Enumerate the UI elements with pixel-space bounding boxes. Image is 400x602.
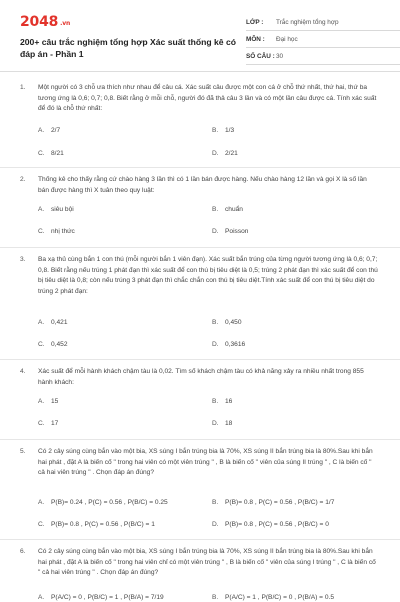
question-6 bbox=[0, 540, 400, 602]
option-b[interactable] bbox=[212, 206, 243, 213]
option-b[interactable] bbox=[212, 127, 234, 134]
option-text: siêu bội bbox=[51, 206, 74, 213]
meta-label: LỚP : bbox=[246, 18, 264, 26]
question-3 bbox=[0, 248, 400, 360]
question-number: 5. bbox=[20, 448, 26, 455]
question-text: Có 2 cây súng cùng bắn vào một bia, XS súng I bắn trúng bia là 70%, XS súng II bắn trúng bia là 80%.Sau khi bắn hai phát , đặt A là biến cố " trong hai viên chỉ có một viên trúng " , B là biến cố " viên của súng I trúng " , C là biến cố " cả hai viên trúng " . Chọn đáp án đúng? bbox=[38, 548, 376, 576]
question-text: Một người có 3 chỗ ưa thích như nhau để câu cá. Xác suất câu được một con cá ở chỗ thứ nhất, thứ hai, thứ ba tương ứng là 0,6; 0,7; 0,8. Biết rằng ở mỗi chỗ, người đó đã thả câu 3 lần và có một lần câu được cá. Tính xác suất để đó là chỗ thứ nhất: bbox=[38, 84, 377, 112]
option-text: 0,421 bbox=[51, 319, 68, 326]
option-text: 2/21 bbox=[225, 150, 238, 157]
option-b[interactable] bbox=[212, 499, 334, 506]
option-d[interactable] bbox=[212, 341, 245, 348]
option-letter: D. bbox=[212, 150, 219, 157]
option-letter: B. bbox=[212, 206, 219, 213]
question-number: 4. bbox=[20, 368, 26, 375]
option-text: Poisson bbox=[225, 228, 249, 235]
option-letter: C. bbox=[38, 150, 45, 157]
option-a[interactable] bbox=[38, 127, 60, 134]
option-letter: C. bbox=[38, 228, 45, 235]
option-text: 0,452 bbox=[51, 341, 68, 348]
option-b[interactable] bbox=[212, 398, 232, 405]
option-a[interactable] bbox=[38, 206, 74, 213]
option-letter: A. bbox=[38, 499, 45, 506]
option-text: 16 bbox=[225, 398, 233, 405]
option-text: 17 bbox=[51, 420, 59, 427]
logo-suffix: .vn bbox=[60, 20, 71, 27]
option-letter: B. bbox=[212, 499, 219, 506]
question-number: 2. bbox=[20, 176, 26, 183]
meta-label: MÔN : bbox=[246, 35, 265, 43]
option-text: P(B)= 0.8 , P(C) = 0.56 , P(B/C) = 1/7 bbox=[225, 499, 335, 506]
option-text: P(B)= 0.8 , P(C) = 0.56 , P(B/C) = 1 bbox=[51, 521, 155, 528]
option-text: 18 bbox=[225, 420, 233, 427]
question-list bbox=[0, 76, 400, 602]
question-number: 6. bbox=[20, 548, 26, 555]
option-letter: B. bbox=[212, 127, 219, 134]
option-letter: C. bbox=[38, 341, 45, 348]
option-d[interactable] bbox=[212, 420, 232, 427]
meta-table bbox=[246, 14, 400, 65]
question-5 bbox=[0, 440, 400, 540]
option-letter: B. bbox=[212, 594, 219, 601]
option-d[interactable] bbox=[212, 150, 238, 157]
question-2 bbox=[0, 168, 400, 248]
logo[interactable] bbox=[20, 14, 70, 30]
option-letter: A. bbox=[38, 398, 45, 405]
meta-value: Đại học bbox=[276, 35, 298, 43]
option-letter: C. bbox=[38, 521, 45, 528]
option-letter: D. bbox=[212, 521, 219, 528]
question-1 bbox=[0, 76, 400, 168]
header-divider bbox=[0, 71, 400, 72]
header bbox=[20, 14, 380, 76]
meta-row-class bbox=[246, 14, 400, 31]
option-c[interactable] bbox=[38, 420, 58, 427]
meta-value: 30 bbox=[276, 52, 284, 60]
question-text: Có 2 cây súng cùng bắn vào một bia, XS súng I bắn trúng bia là 70%, XS súng II bắn trúng bia là 80%.Sau khi bắn hai phát , đặt A là biến cố " trong hai viên có một viên trúng " , B là biến cố " viên của súng II trúng " , C là biến cố " cả hai viên trúng " . Chọn đáp án đúng? bbox=[38, 448, 373, 476]
question-text: Ba xạ thủ cùng bắn 1 con thú (mỗi người bắn 1 viên đạn). Xác suất bắn trúng của từng người tương ứng là 0,6; 0,7; 0,8. Biết rằng nếu trúng 1 phát đạn thì xác suất để con thú bị tiêu diệt là 0,5; trúng 2 phát đạn thì xác suất để con thú bị tiêu diệt là 0,8; còn nếu trúng 3 phát đạn thì chắc chắn con thú bị tiêu diệt.Tính xác suất để con thú bị tiêu diệt do trúng 2 phát đạn: bbox=[38, 256, 378, 295]
question-4 bbox=[0, 360, 400, 440]
option-letter: A. bbox=[38, 319, 45, 326]
option-text: 2/7 bbox=[51, 127, 61, 134]
meta-row-subject bbox=[246, 31, 400, 48]
option-a[interactable] bbox=[38, 398, 58, 405]
option-letter: A. bbox=[38, 594, 45, 601]
option-a[interactable] bbox=[38, 499, 168, 506]
option-letter: D. bbox=[212, 228, 219, 235]
option-letter: B. bbox=[212, 319, 219, 326]
option-c[interactable] bbox=[38, 150, 64, 157]
option-letter: D. bbox=[212, 341, 219, 348]
option-d[interactable] bbox=[212, 521, 329, 528]
option-text: 8/21 bbox=[51, 150, 64, 157]
option-a[interactable] bbox=[38, 319, 68, 326]
option-letter: B. bbox=[212, 398, 219, 405]
option-text: P(A/C) = 0 , P(B/C) = 1 , P(B/A) = 7/19 bbox=[51, 594, 164, 601]
meta-label: SỐ CÂU : bbox=[246, 52, 275, 60]
option-letter: C. bbox=[38, 420, 45, 427]
option-c[interactable] bbox=[38, 521, 155, 528]
meta-row-count bbox=[246, 48, 400, 65]
option-text: 1/3 bbox=[225, 127, 235, 134]
option-text: P(B)= 0.24 , P(C) = 0.56 , P(B/C) = 0.25 bbox=[51, 499, 168, 506]
option-text: 0,450 bbox=[225, 319, 242, 326]
option-text: chuẩn bbox=[225, 206, 243, 213]
logo-main: 2048 bbox=[20, 14, 59, 30]
option-b[interactable] bbox=[212, 319, 242, 326]
option-text: nhị thức bbox=[51, 228, 75, 235]
option-text: P(A/C) = 1 , P(B/C) = 0 , P(B/A) = 0.5 bbox=[225, 594, 335, 601]
question-text: Xác suất để mỗi hành khách chậm tàu là 0,02. Tìm số khách chậm tàu có khả năng xảy ra nhiều nhất trong 855 hành khách: bbox=[38, 368, 364, 386]
question-number: 3. bbox=[20, 256, 26, 263]
option-text: P(B)= 0.8 , P(C) = 0.56 , P(B/C) = 0 bbox=[225, 521, 329, 528]
option-letter: D. bbox=[212, 420, 219, 427]
question-text: Thống kê cho thấy rằng cứ chào hàng 3 lần thì có 1 lần bán được hàng. Nếu chào hàng 12 lần và gọi X là số lần bán được hàng thì X tuân theo quy luật: bbox=[38, 176, 367, 194]
option-d[interactable] bbox=[212, 228, 248, 235]
question-number: 1. bbox=[20, 84, 26, 91]
option-letter: A. bbox=[38, 206, 45, 213]
option-text: 15 bbox=[51, 398, 59, 405]
page-title: 200+ câu trắc nghiệm tổng hợp Xác suất thống kê có đáp án - Phần 1 bbox=[20, 37, 236, 59]
option-letter: A. bbox=[38, 127, 45, 134]
option-c[interactable] bbox=[38, 228, 75, 235]
meta-value: Trắc nghiệm tổng hợp bbox=[276, 18, 339, 26]
option-text: 0,3616 bbox=[225, 341, 246, 348]
option-c[interactable] bbox=[38, 341, 68, 348]
